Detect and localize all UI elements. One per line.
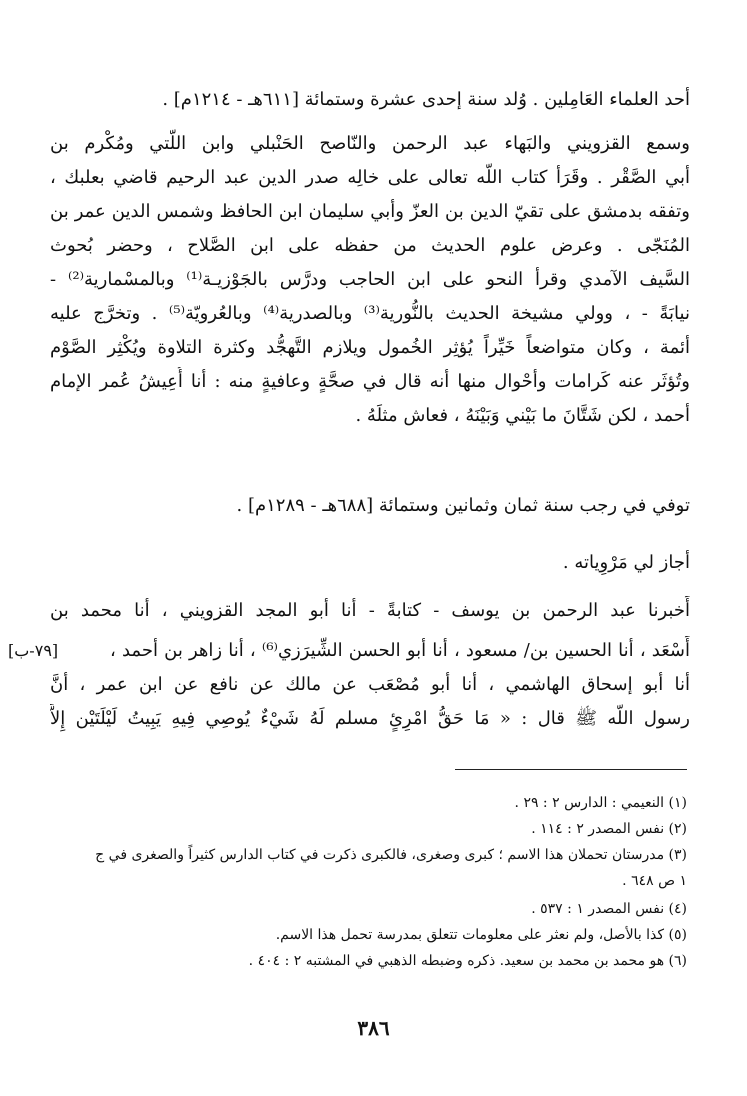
text-line: توفي في رجب سنة ثمان وثمانين وستمائة [٦٨٨هـ - ١٢٨٩م] . bbox=[236, 495, 690, 516]
footnote: (٢) نفس المصدر ٢ : ١١٤ . bbox=[531, 821, 687, 837]
text-line: وسمع القزويني والبَهاء عبد الرحمن والنّاصح الحَنْبلي وابن اللّتي ومُكْرم بن bbox=[50, 133, 690, 154]
page-number: ٣٨٦ bbox=[357, 1016, 390, 1040]
text-line: أَخبرنا عبد الرحمن بن يوسف - كتابةً - أنا أبو المجد القزويني ، أنا محمد بن bbox=[50, 600, 690, 621]
text-line: وتفقه بدمشق على تقيّ الدين بن العزّ وأبي سليمان ابن الحافظ وشمس الدين عمر بن bbox=[50, 201, 690, 222]
footnote: ١ ص ٦٤٨ . bbox=[622, 873, 687, 889]
text-line: أحد العلماء العَامِلين . وُلد سنة إحدى عشرة وستمائة [٦١١هـ - ١٢١٤م] . bbox=[162, 89, 690, 110]
footnote: (٤) نفس المصدر ١ : ٥٣٧ . bbox=[531, 901, 687, 917]
text-line: نيابَةً - ، وولي مشيخة الحديث بالنُّورية⁽³⁾ وبالصدرية⁽⁴⁾ وبالعُرويّة⁽⁵⁾ . وتخرَّج عليه bbox=[50, 303, 690, 324]
text-line: أحمد ، لكن شَتَّانَ ما بَيْني وَبَيْنَهُ ، فعاش مثلَهُ . bbox=[355, 405, 690, 426]
text-line: أنا أبو إسحاق الهاشمي ، أنا أبو مُصْعَب عن مالك عن نافع عن ابن عمر ، أنَّ bbox=[50, 674, 690, 695]
margin-folio-reference: [٧٩-ب] bbox=[8, 641, 59, 660]
text-line: رسول اللّه ﷺ قال : « مَا حَقُّ امْرِئٍ مسلم لَهُ شَيْءٌ يُوصِي فِيهِ يَبِيتُ لَيْلَتَيْن إِلاَّ bbox=[50, 708, 690, 729]
footnote: (٥) كذا بالأصل، ولم نعثر على معلومات تتعلق بمدرسة تحمل هذا الاسم. bbox=[275, 927, 687, 943]
text-line: أبي الصَّقْر . وقَرَأ كتاب اللّه تعالى على خالِه صدر الدين عبد الرحيم قاضي بعلبك ، bbox=[50, 167, 690, 188]
text-line: أجاز لي مَرْوِياته . bbox=[562, 552, 690, 573]
footnote: (٦) هو محمد بن محمد بن سعيد. ذكره وضبطه الذهبي في المشتبه ٢ : ٤٠٤ . bbox=[248, 953, 687, 969]
text-line: السَّيف الآمدي وقرأ النحو على ابن الحاجب ودرَّس بالجَوْزيـة⁽¹⁾ وبالمسْمارية⁽²⁾ - bbox=[50, 269, 690, 290]
footnote-divider bbox=[455, 769, 687, 770]
footnote: (٣) مدرستان تحملان هذا الاسم ؛ كبرى وصغرى، فالكبرى ذكرت في كتاب الدارس كثيراً والصغرى في ج bbox=[95, 847, 687, 863]
text-line: المُنَجّى . وعرض علوم الحديث من حفظه على ابن الصَّلاح ، وحضر بُحوث bbox=[50, 235, 690, 256]
text-line: وتُؤثَر عنه كَرامات وأحْوال منها أنه قال في صحَّةٍ وعافيةٍ منه : أنا أُعِيشُ عُمر الإمام bbox=[50, 371, 690, 392]
text-line: أَسْعَد ، أنا الحسين بن/ مسعود ، أنا أبو الحسن الشِّيرَزي⁽⁶⁾ ، أنا زاهر بن أحمد ، bbox=[110, 640, 690, 661]
footnote: (١) النعيمي : الدارس ٢ : ٢٩ . bbox=[514, 795, 687, 811]
text-line: أئمة ، وكان متواضعاً خَيِّراً يُؤثِر الخُمول ويلازم التَّهجُّد وكثرة التلاوة ويُكْثِر الصَّوْم bbox=[50, 337, 690, 358]
